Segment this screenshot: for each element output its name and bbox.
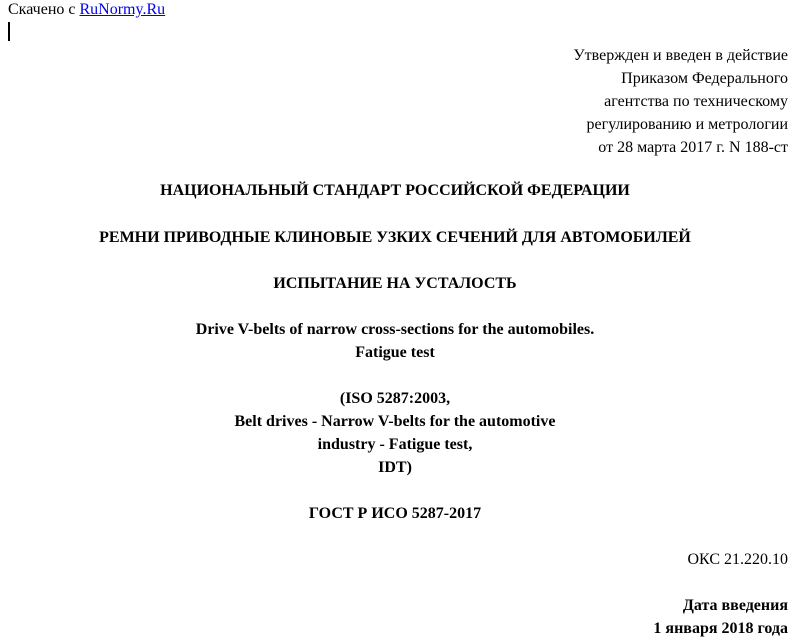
runormy-link[interactable]: RuNormy.Ru (79, 1, 166, 18)
oks-code: ОКС 21.220.10 (687, 551, 788, 568)
intro-date-label: Дата введения (682, 597, 788, 614)
intro-date-value: 1 января 2018 года (653, 620, 788, 637)
iso-line: Belt drives - Narrow V-belts for the automotive (234, 413, 556, 430)
intro-date-block (653, 594, 788, 640)
document-subtitle-ru: ИСПЫТАНИЕ НА УСТАЛОСТЬ (273, 275, 517, 292)
source-prefix: Скачено с (8, 1, 80, 18)
iso-line: industry - Fatigue test, (317, 436, 473, 453)
iso-line: (ISO 5287:2003, (339, 390, 451, 407)
title-en-line: Fatigue test (355, 344, 435, 361)
national-standard-title: НАЦИОНАЛЬНЫЙ СТАНДАРТ РОССИЙСКОЙ ФЕДЕРАЦИИ (160, 182, 630, 199)
gost-number: ГОСТ Р ИСО 5287-2017 (308, 505, 482, 522)
approval-line: агентства по техническому (604, 93, 788, 110)
approval-line: Утвержден и введен в действие (573, 47, 788, 64)
text-cursor (8, 22, 10, 41)
document-title-en (0, 318, 790, 364)
iso-line: IDT) (378, 459, 412, 476)
approval-line: Приказом Федерального (621, 70, 788, 87)
iso-reference (0, 387, 790, 479)
approval-block (573, 44, 788, 159)
title-en-line: Drive V-belts of narrow cross-sections for the automobiles. (195, 321, 595, 338)
source-line (8, 0, 165, 20)
approval-line: регулированию и метрологии (586, 116, 788, 133)
approval-line: от 28 марта 2017 г. N 188-ст (598, 139, 788, 156)
document-title-ru: РЕМНИ ПРИВОДНЫЕ КЛИНОВЫЕ УЗКИХ СЕЧЕНИЙ ДЛЯ АВТОМОБИЛЕЙ (99, 229, 691, 246)
